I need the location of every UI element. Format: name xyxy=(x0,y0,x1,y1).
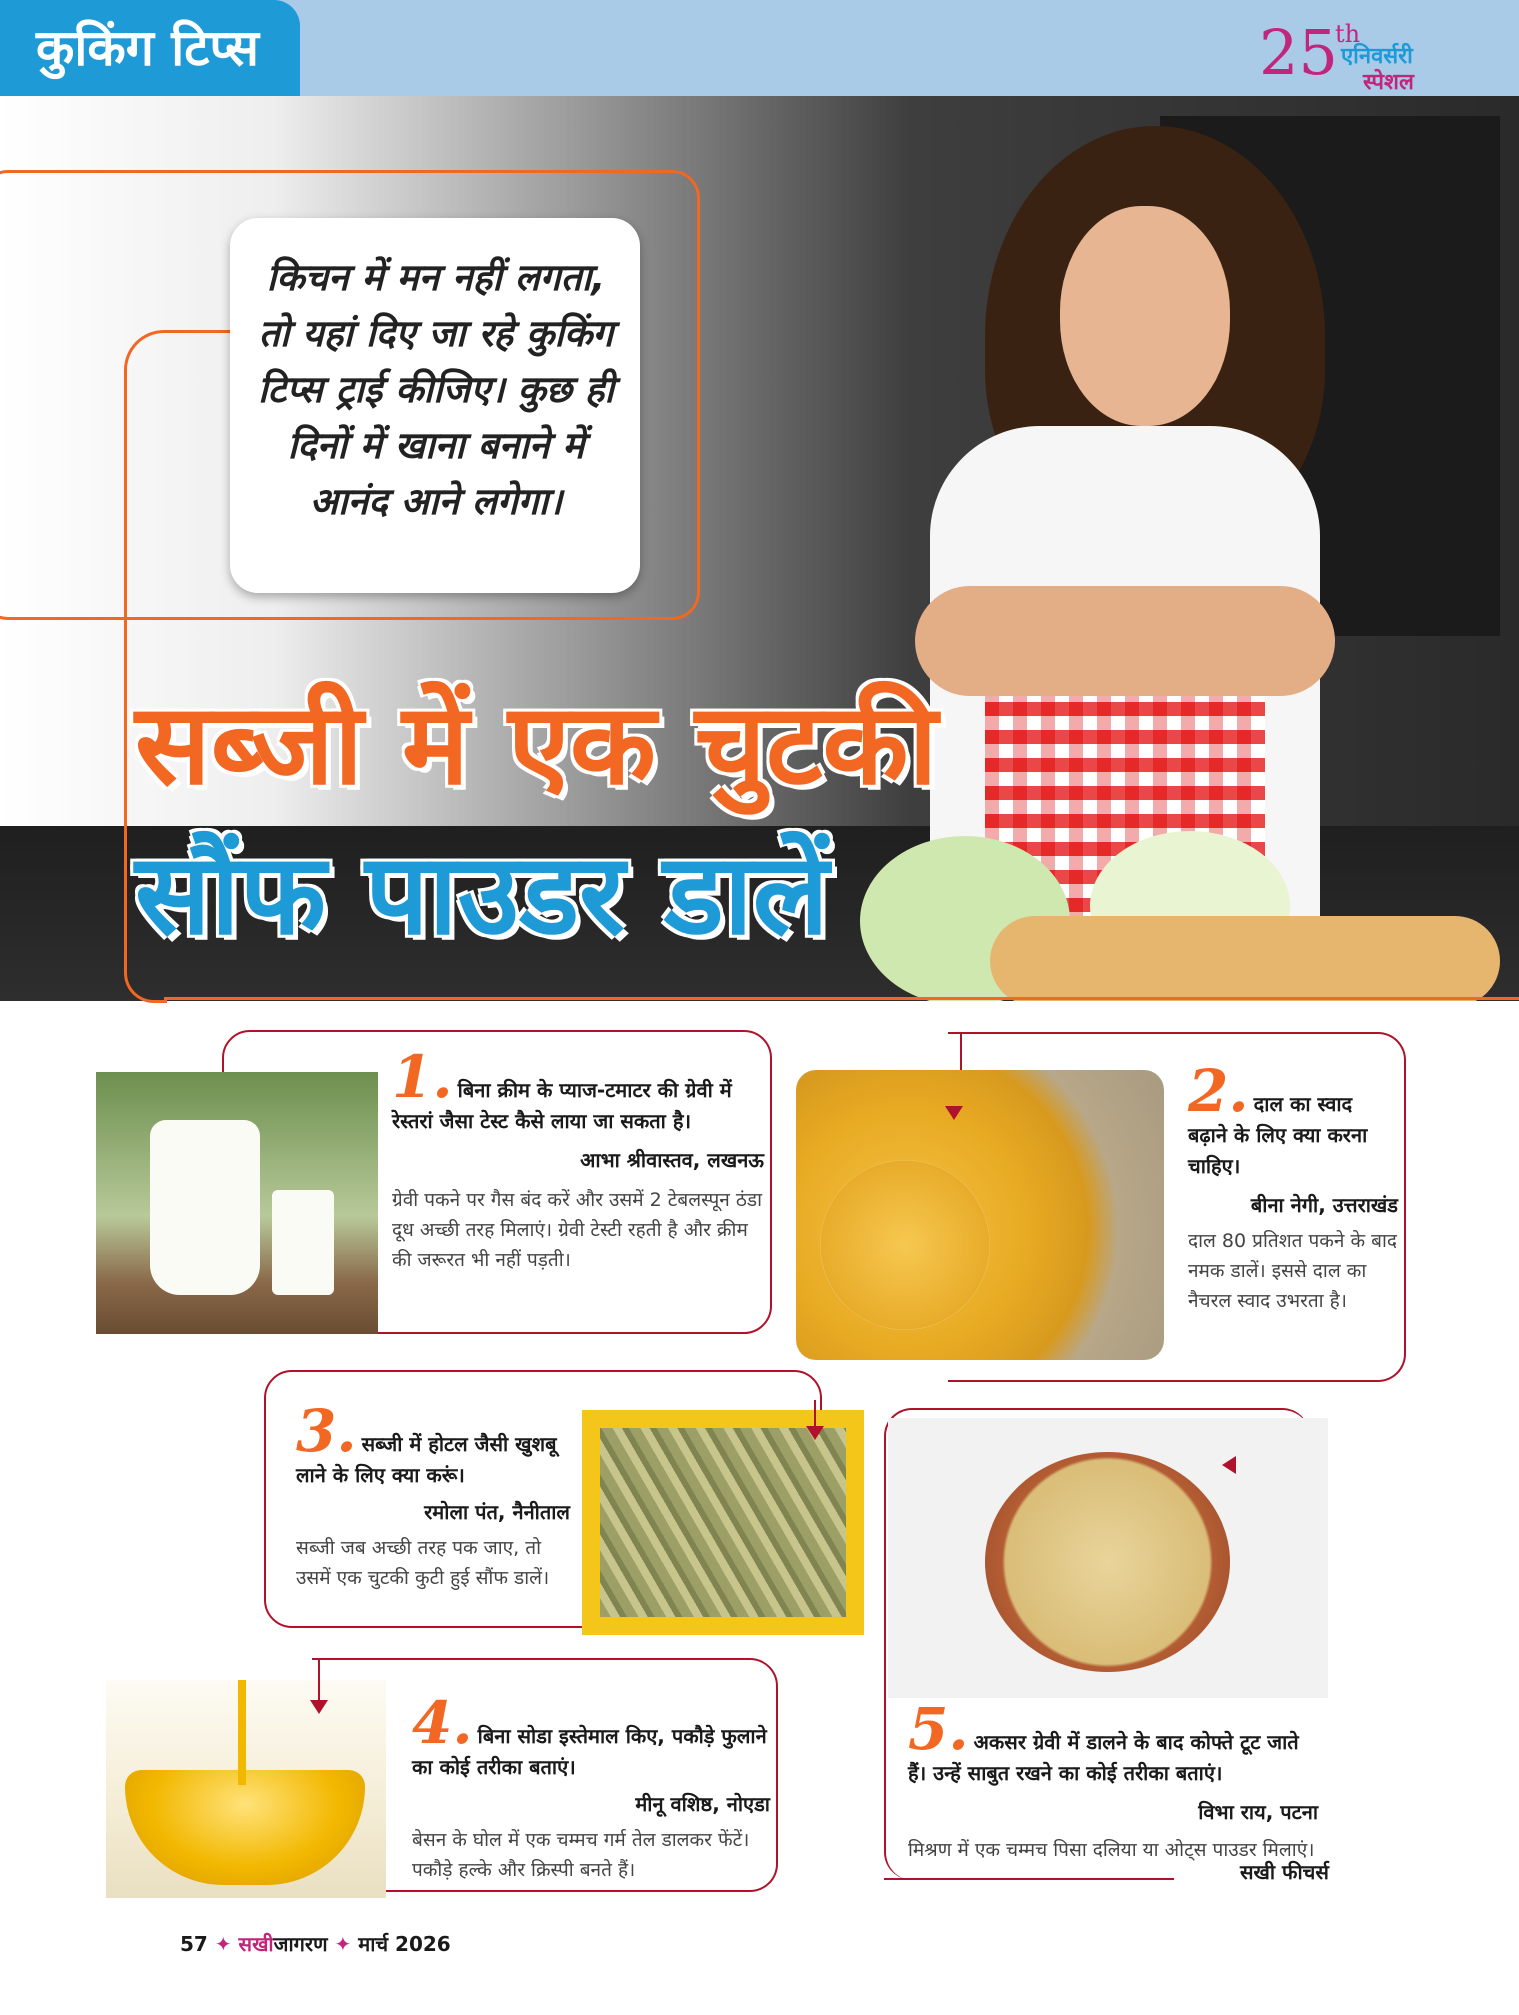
tip3-answer: सब्जी जब अच्छी तरह पक जाए, तो उसमें एक चुटकी कुटी हुई सौंफ डालें। xyxy=(296,1537,550,1589)
title-frame-left xyxy=(124,380,127,970)
tip4-arrow-icon xyxy=(310,1700,328,1714)
tip4-author: मीनू वशिष्ठ, नोएडा xyxy=(635,1792,770,1816)
footer-separator-icon: ✦ xyxy=(214,1932,232,1956)
anniversary-suffix: th xyxy=(1335,20,1361,48)
oil-stream xyxy=(238,1680,246,1785)
crossed-arms xyxy=(915,586,1335,696)
tip2-question: दाल का स्वाद बढ़ाने के लिए क्या करना चाहिए। xyxy=(1188,1092,1368,1178)
tip1-answer: ग्रेवी पकने पर गैस बंद करें और उसमें 2 टेबलस्पून ठंडा दूध अच्छी तरह मिलाएं। ग्रेवी टेस्टी रहती है और क्रीम की जरूरत भी नहीं पड़ती। xyxy=(392,1189,763,1271)
tip4-answer: बेसन के घोल में एक चम्मच गर्म तेल डालकर फेंटें। पकौड़े हल्के और क्रिस्पी बनते हैं। xyxy=(412,1829,750,1881)
page-footer xyxy=(180,1930,451,1957)
tip5-answer: मिश्रण में एक चम्मच पिसा दलिया या ओट्स पाउडर मिलाएं। xyxy=(908,1839,1315,1861)
anniversary-line1: एनिवर्सरी xyxy=(1341,44,1413,69)
tip3-arrow-icon xyxy=(806,1426,824,1440)
tip4-question: बिना सोडा इस्तेमाल किए, पकौड़े फुलाने का कोई तरीका बताएं। xyxy=(412,1724,767,1779)
anniversary-badge xyxy=(1259,14,1479,95)
tip3-author: रमोला पंत, नैनीताल xyxy=(424,1500,570,1524)
anniversary-line2: स्पेशल xyxy=(1363,70,1414,95)
tip3-text xyxy=(296,1397,570,1593)
tip4-arrow-line xyxy=(318,1660,320,1704)
tip5-arrow-icon xyxy=(1222,1456,1236,1474)
footer-separator-icon-2: ✦ xyxy=(334,1932,352,1956)
credit: सखी फीचर्स xyxy=(1240,1860,1329,1884)
footer-brand-a: सखी xyxy=(238,1932,274,1956)
intro-text: किचन में मन नहीं लगता, तो यहां दिए जा रहे कुकिंग टिप्स ट्राई कीजिए। कुछ ही दिनों में खाना बनाने में आनंद आने लगेगा। xyxy=(258,256,614,523)
tip2-number: 2. xyxy=(1188,1057,1249,1125)
section-label: कुकिंग टिप्स xyxy=(0,0,300,96)
tip2-answer: दाल 80 प्रतिशत पकने के बाद नमक डालें। इससे दाल का नैचरल स्वाद उभरता है। xyxy=(1188,1230,1397,1312)
footer-brand-b: जागरण xyxy=(273,1932,328,1956)
lentil-bowl xyxy=(820,1160,990,1330)
anniversary-number: 25 xyxy=(1259,16,1338,89)
tip4-text xyxy=(412,1689,770,1885)
tip5-frame-bottom xyxy=(884,1878,1174,1880)
tip4-frame-gap xyxy=(312,1658,342,1660)
tip3-question: सब्जी में होटल जैसी खुशबू लाने के लिए क्या करूं। xyxy=(296,1432,557,1487)
headline-line1: सब्जी में एक चुटकी xyxy=(135,680,938,810)
tip1-question: बिना क्रीम के प्याज-टमाटर की ग्रेवी में रेस्तरां जैसा टेस्ट कैसे लाया जा सकता है। xyxy=(392,1078,732,1133)
baguette xyxy=(990,916,1500,1001)
tip5-author: विभा राय, पटना xyxy=(1198,1800,1318,1824)
tip2-author: बीना नेगी, उत्तराखंड xyxy=(1250,1193,1398,1217)
page-number: 57 xyxy=(180,1932,208,1956)
tip3-number: 3. xyxy=(296,1397,357,1465)
tip5-question: अकसर ग्रेवी में डालने के बाद कोफ्ते टूट जाते हैं। उन्हें साबुत रखने का कोई तरीका बताएं। xyxy=(908,1730,1299,1785)
tip1-author: आभा श्रीवास्तव, लखनऊ xyxy=(580,1148,764,1172)
title-frame-bottom xyxy=(164,997,1519,1000)
tip5-number: 5. xyxy=(908,1695,969,1763)
oats-bowl xyxy=(985,1452,1230,1672)
tip5-text xyxy=(908,1695,1318,1865)
title-frame-corner xyxy=(124,330,237,393)
milk-glass xyxy=(272,1190,334,1295)
tip1-text xyxy=(392,1043,764,1275)
woman-face xyxy=(1060,206,1230,426)
tip1-number: 1. xyxy=(392,1043,453,1111)
tip4-number: 4. xyxy=(412,1689,473,1757)
tip2-arrow-icon xyxy=(945,1106,963,1120)
headline-line2: सौंफ पाउडर डालें xyxy=(135,830,829,960)
milk-jug xyxy=(150,1120,260,1295)
tip2-text xyxy=(1188,1057,1398,1316)
tip3-fennel-image xyxy=(582,1410,864,1635)
footer-date: मार्च 2026 xyxy=(358,1932,451,1956)
